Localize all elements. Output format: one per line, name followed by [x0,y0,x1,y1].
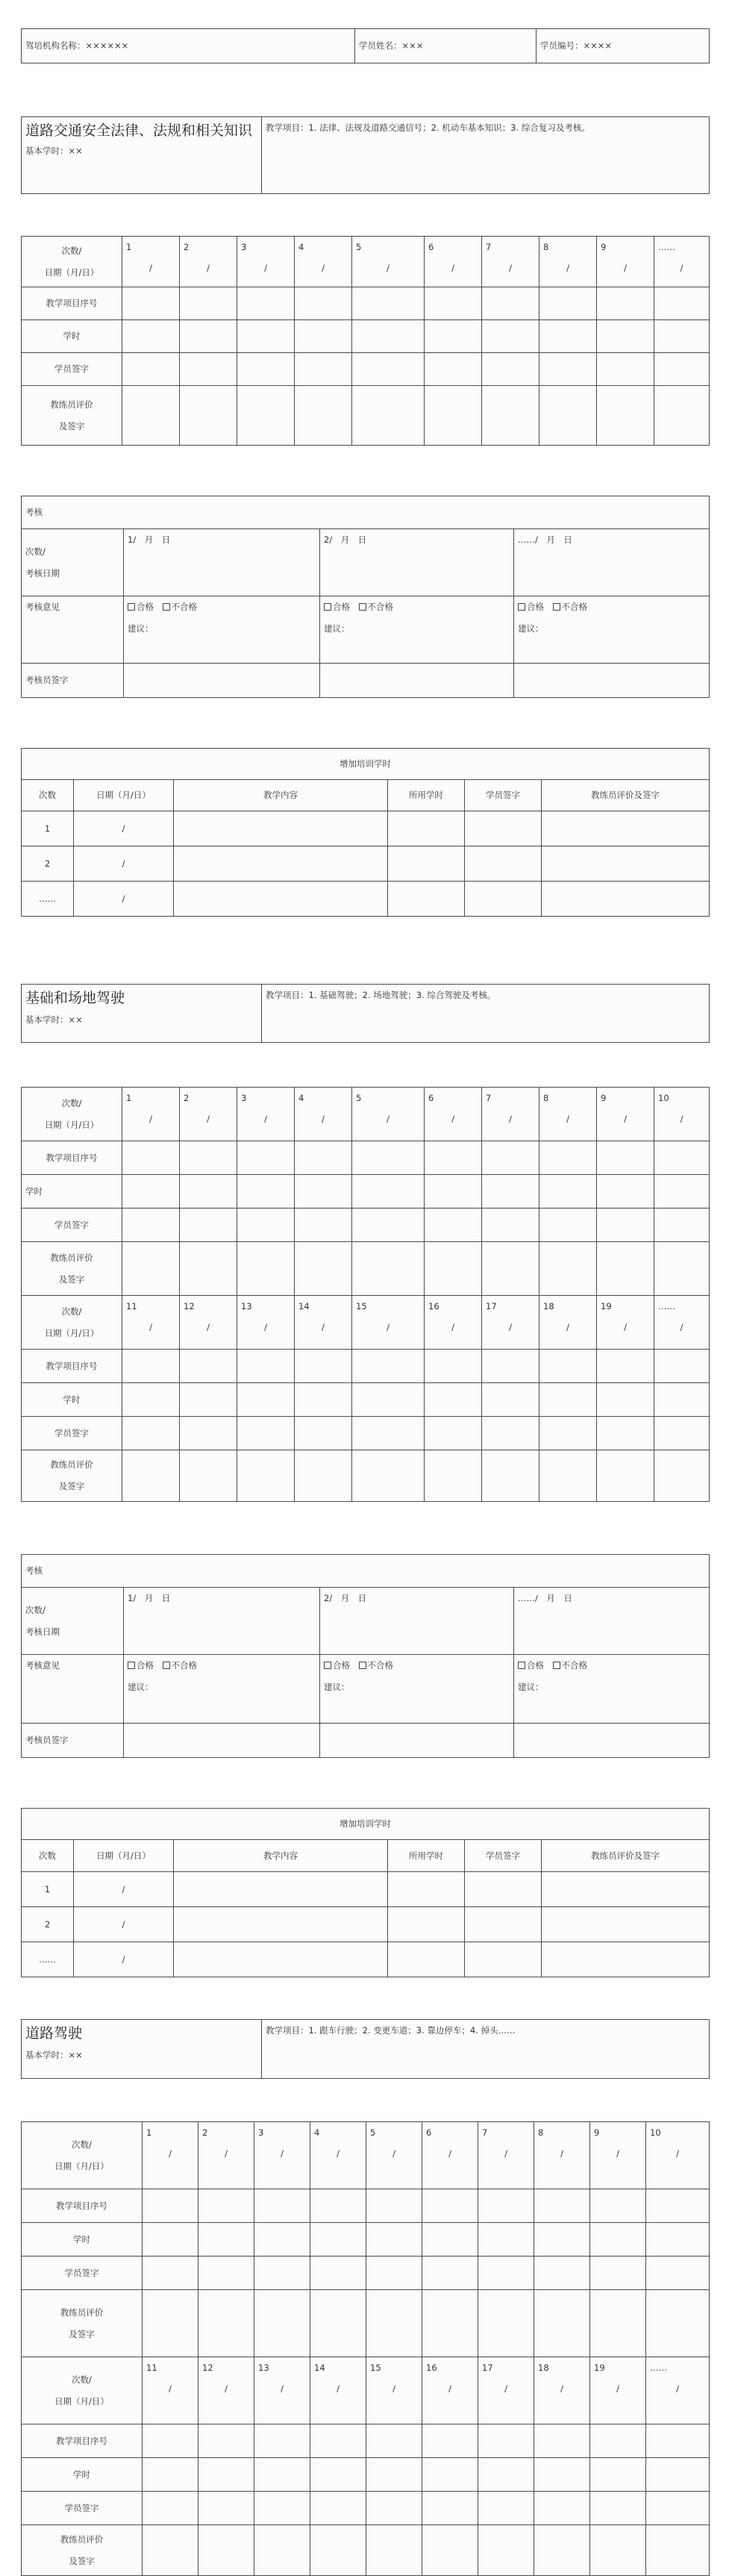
extra-coach-header: 教练员评价及签字 [542,1840,710,1872]
col-num: 11 [146,2363,157,2373]
section3-items: 教学项目：1. 跟车行驶；2. 变更车道；3. 靠边停车；4. 掉头…… [262,2020,710,2079]
extra-coach-header: 教练员评价及签字 [542,780,710,811]
count-label: 次数/ [72,2374,92,2385]
col-num: 3 [258,2127,264,2138]
section3-hours: 基本学时：×× [25,2049,83,2060]
exam-title: 考核 [22,1555,710,1588]
row-coach-eval: 教练员评价 [50,1252,93,1263]
date-label: 日期（月/日） [44,266,99,278]
col-num: 8 [543,1093,549,1103]
col-num: 10 [650,2127,661,2138]
col-num: 19 [594,2363,605,2373]
checkbox-icon[interactable] [128,1662,135,1669]
table-row: 2 [22,846,74,882]
checkbox-icon[interactable] [359,1662,366,1669]
col-num: 10 [658,1093,669,1103]
table-row: 2 [22,1907,74,1942]
col-num: 9 [601,242,607,252]
col-num: 3 [241,242,247,252]
col-num: 17 [482,2363,493,2373]
checkbox-icon[interactable] [518,603,525,611]
col-num: 8 [538,2127,544,2138]
date-label: 日期（月/日） [44,1327,99,1338]
section1-title: 道路交通安全法律、法规和相关知识 [25,122,253,139]
section2-title: 基础和场地驾驶 [25,990,125,1006]
extra-hours-header: 所用学时 [388,780,465,811]
row-coach-sign: 及签字 [69,2328,95,2339]
table-row: …… [22,1942,74,1977]
col-num: 2 [184,242,190,252]
col-num: 8 [543,242,549,252]
col-num: 19 [601,1301,612,1312]
row-hours: 学时 [22,1383,122,1417]
col-num: 16 [428,1301,439,1312]
row-student-sign: 学员签字 [22,353,122,386]
col-num: 18 [543,1301,554,1312]
section2-title-table [21,984,710,1043]
col-num: 13 [258,2363,269,2373]
col-num: 4 [298,242,304,252]
col-num: 3 [241,1093,247,1103]
row-item-no: 教学项目序号 [22,1350,122,1383]
checkbox-icon[interactable] [553,603,560,611]
count-label: 次数/ [61,245,82,256]
row-coach-sign: 及签字 [58,1273,85,1285]
row-item-no: 教学项目序号 [22,287,122,320]
col-num: 12 [184,1301,195,1312]
section1-extra-table: 增加培训学时 次数 日期（月/日） 教学内容 所用学时 学员签字 教练员评价及签字 1 / 2 / …… / [21,748,710,917]
section2-items: 教学项目：1. 基础驾驶；2. 场地驾驶；3. 综合驾驶及考核。 [262,985,710,1043]
section3-title-table [21,2019,710,2079]
checkbox-icon[interactable] [163,603,170,611]
extra-content-header: 教学内容 [174,780,388,811]
extra-count-header: 次数 [22,780,74,811]
exam-count-label: 次数/ [25,546,46,557]
checkbox-icon[interactable] [163,1662,170,1669]
date-label: 日期（月/日） [54,2160,109,2171]
row-hours: 学时 [22,2223,143,2257]
section1-log-table: 次数/ 日期（月/日） 1 / 2 / 3 / 4 / 5 / 6 / 7 / 8 / 9 / …… / 教学项目序号 学时 学员签字 教练员评价 及签字 [21,236,710,446]
exam-col-3: ……/ 月 日 [514,1588,710,1655]
col-num: 7 [486,1093,492,1103]
exam-date-label: 考核日期 [25,1626,60,1637]
col-num: 5 [356,1093,362,1103]
row-student-sign: 学员签字 [22,2492,143,2525]
section1-exam-table: 考核 次数/ 考核日期 1/ 月 日 2/ 月 日 ……/ 月 日 考核意见 合格 不合格 建议： 合格 不合格 建议： 合格 不合格 建议： 考核员签字 [21,496,710,698]
section2-extra-table: 增加培训学时 次数 日期（月/日） 教学内容 所用学时 学员签字 教练员评价及签字 1 / 2 / …… / [21,1808,710,1977]
col-num: …… [650,2363,667,2373]
col-num: 1 [146,2127,152,2138]
col-num: 1 [126,242,132,252]
count-label: 次数/ [61,1097,82,1108]
col-num: …… [658,242,675,252]
col-num: 2 [202,2127,208,2138]
extra-title: 增加培训学时 [22,749,710,780]
exam-col-2: 2/ 月 日 [320,1588,514,1655]
count-label: 次数/ [72,2139,92,2150]
exam-count-label: 次数/ [25,1604,46,1615]
col-num: 18 [538,2363,549,2373]
extra-title: 增加培训学时 [22,1809,710,1840]
col-num: 5 [370,2127,376,2138]
col-num: 9 [601,1093,607,1103]
col-num: 1 [126,1093,132,1103]
col-num: 2 [184,1093,190,1103]
row-coach-eval: 教练员评价 [50,399,93,410]
col-num: 7 [486,242,492,252]
row-coach-sign: 及签字 [58,420,85,431]
section3-title: 道路驾驶 [25,2025,83,2042]
extra-student-header: 学员签字 [465,1840,542,1872]
section1-title-table [21,116,710,194]
col-num: 14 [314,2363,325,2373]
exam-signer-label: 考核员签字 [22,664,124,698]
extra-hours-header: 所用学时 [388,1840,465,1872]
section3-log-table: 次数/ 日期（月/日） 1 / 2 / 3 / 4 / 5 / 6 / 7 / 8 / 9 / 10 / 教学项目序号 学时 学员签字 教练员评价 及签字 次数/ 日期（月/日） 11 / 12 / 13 / 14 / 15 / 16 / 17 / 18 / 19 / …… / 教学项目序号 学时 学员签字 教练员评价 及签字 [21,2121,710,2576]
col-num: 6 [428,242,434,252]
row-item-no: 教学项目序号 [22,1141,122,1175]
col-num: 15 [356,1301,367,1312]
section2-hours: 基本学时：×× [25,1014,83,1025]
table-row: 1 [22,1872,74,1907]
col-num: 6 [428,1093,434,1103]
col-num: 13 [241,1301,252,1312]
row-hours: 学时 [22,1175,122,1209]
row-student-sign: 学员签字 [22,1209,122,1242]
extra-count-header: 次数 [22,1840,74,1872]
exam-col-1: 1/ 月 日 [124,1588,320,1655]
checkbox-icon[interactable] [553,1662,560,1669]
exam-title: 考核 [22,496,710,529]
extra-student-header: 学员签字 [465,780,542,811]
col-num: 12 [202,2363,213,2373]
checkbox-icon[interactable] [128,603,135,611]
section1-hours: 基本学时：×× [25,145,83,156]
extra-content-header: 教学内容 [174,1840,388,1872]
checkbox-icon[interactable] [518,1662,525,1669]
row-coach-sign: 及签字 [58,1481,85,1492]
table-row: …… [22,882,74,917]
checkbox-icon[interactable] [359,603,366,611]
row-coach-eval: 教练员评价 [60,2307,104,2318]
row-hours: 学时 [22,320,122,353]
row-student-sign: 学员签字 [22,2257,143,2290]
row-item-no: 教学项目序号 [22,2424,143,2458]
exam-col-3: ……/ 月 日 [514,529,710,596]
row-item-no: 教学项目序号 [22,2189,143,2223]
col-num: 11 [126,1301,137,1312]
table-row: 1 [22,811,74,846]
col-num: 14 [298,1301,310,1312]
col-num: 15 [370,2363,381,2373]
checkbox-icon[interactable] [324,603,331,611]
count-label: 次数/ [61,1306,82,1317]
col-num: 17 [486,1301,497,1312]
col-num: 16 [426,2363,437,2373]
student-id-field: 学员编号：×××× [537,29,710,63]
exam-col-2: 2/ 月 日 [320,529,514,596]
exam-opinion-label: 考核意见 [22,1655,124,1724]
student-name-field: 学员姓名：××× [355,29,537,63]
section2-exam-table: 考核 次数/ 考核日期 1/ 月 日 2/ 月 日 ……/ 月 日 考核意见 合格 不合格 建议： 合格 不合格 建议： 合格 不合格 建议： 考核员签字 [21,1554,710,1758]
exam-date-label: 考核日期 [25,567,60,578]
col-num: 5 [356,242,362,252]
section2-log-table: 次数/ 日期（月/日） 1 / 2 / 3 / 4 / 5 / 6 / 7 / 8 / 9 / 10 / 教学项目序号 学时 学员签字 教练员评价 及签字 次数/ 日期（月/日） 11 / 12 / 13 / 14 / 15 / 16 / 17 / 18 / 19 / …… / 教学项目序号 学时 学员签字 教练员评价 及签字 [21,1087,710,1502]
col-num: …… [658,1301,675,1312]
col-num: 4 [314,2127,320,2138]
date-label: 日期（月/日） [44,1119,99,1130]
checkbox-icon[interactable] [324,1662,331,1669]
extra-date-header: 日期（月/日） [74,780,174,811]
row-hours: 学时 [22,2458,143,2492]
header-table [21,28,710,63]
row-student-sign: 学员签字 [22,1417,122,1450]
exam-col-1: 1/ 月 日 [124,529,320,596]
date-label: 日期（月/日） [54,2395,109,2407]
row-coach-eval: 教练员评价 [50,1459,93,1471]
section1-items: 教学项目：1. 法律、法规及道路交通信号；2. 机动车基本知识；3. 综合复习及考核。 [262,117,710,194]
col-num: 6 [426,2127,432,2138]
extra-date-header: 日期（月/日） [74,1840,174,1872]
row-coach-eval: 教练员评价 [60,2533,104,2545]
exam-opinion-label: 考核意见 [22,596,124,664]
col-num: 7 [482,2127,488,2138]
exam-signer-label: 考核员签字 [22,1724,124,1758]
row-coach-sign: 及签字 [69,2555,95,2566]
col-num: 9 [594,2127,600,2138]
col-num: 4 [298,1093,304,1103]
org-name-field: 驾培机构名称：×××××× [22,29,355,63]
